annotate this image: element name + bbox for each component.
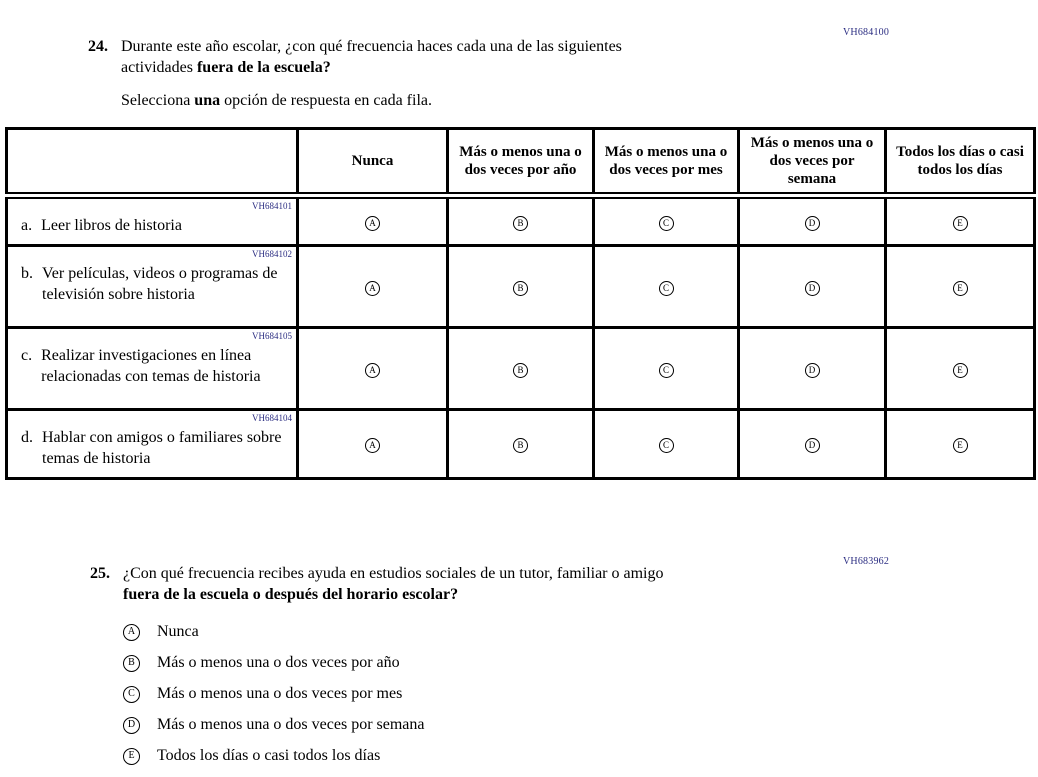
answer-bubble-a-C[interactable]: C: [659, 216, 674, 231]
option-e-bubble[interactable]: E: [123, 748, 140, 765]
row-d-item-code: VH684104: [252, 413, 292, 423]
row-a-cell-C: [594, 196, 739, 246]
row-b-cell-C: [594, 246, 739, 328]
header-todos-los-dias: Todos los días o casi todos los días: [886, 129, 1035, 196]
row-c-cell-A: [298, 328, 448, 410]
row-d-cell-C: [594, 410, 739, 479]
option-b-label: Más o menos una o dos veces por año: [157, 654, 400, 671]
answer-bubble-d-A[interactable]: A: [365, 438, 380, 453]
row-d-label: [8, 424, 296, 477]
option-d-label: Más o menos una o dos veces por semana: [157, 716, 425, 733]
row-d-stem-cell: [7, 410, 298, 479]
row-b-cell-D: [739, 246, 886, 328]
answer-bubble-a-E[interactable]: E: [953, 216, 968, 231]
question-24-number: 24.: [88, 38, 108, 55]
answer-bubble-d-C[interactable]: C: [659, 438, 674, 453]
matrix-row-a: [7, 196, 1035, 246]
matrix-row-b: [7, 246, 1035, 328]
answer-bubble-b-A[interactable]: A: [365, 281, 380, 296]
answer-bubble-c-D[interactable]: D: [805, 363, 820, 378]
header-por-ano: Más o menos una o dos veces por año: [448, 129, 594, 196]
instruction-bold: una: [194, 92, 221, 109]
option-c[interactable]: [123, 684, 664, 704]
option-d[interactable]: [123, 715, 664, 735]
q24-response-matrix: [5, 127, 1036, 480]
row-b-item-code: VH684102: [252, 249, 292, 259]
q25-item-code: VH683962: [843, 556, 890, 567]
matrix-row-d: [7, 410, 1035, 479]
instruction-post: opción de respuesta en cada fila.: [220, 92, 432, 109]
header-nunca: Nunca: [298, 129, 448, 196]
answer-bubble-d-B[interactable]: B: [513, 438, 528, 453]
answer-bubble-b-E[interactable]: E: [953, 281, 968, 296]
option-c-label: Más o menos una o dos veces por mes: [157, 685, 403, 702]
header-blank: [7, 129, 298, 196]
matrix-header-row: [7, 129, 1035, 196]
row-b-cell-B: [448, 246, 594, 328]
answer-bubble-b-D[interactable]: D: [805, 281, 820, 296]
answer-bubble-c-A[interactable]: A: [365, 363, 380, 378]
question-25-options: [123, 622, 664, 766]
row-b-label: [8, 260, 296, 313]
row-c-letter: c.: [21, 347, 33, 364]
row-b-letter: b.: [21, 265, 33, 282]
row-c-item-code: VH684105: [252, 331, 292, 341]
answer-bubble-b-B[interactable]: B: [513, 281, 528, 296]
instruction-pre: Selecciona: [121, 92, 195, 109]
row-b-cell-A: [298, 246, 448, 328]
row-a-stem-cell: [7, 196, 298, 246]
answer-bubble-c-E[interactable]: E: [953, 363, 968, 378]
option-a[interactable]: [123, 622, 664, 642]
option-d-bubble[interactable]: D: [123, 717, 140, 734]
q24-item-code: VH684100: [843, 27, 890, 38]
row-c-cell-B: [448, 328, 594, 410]
answer-bubble-a-A[interactable]: A: [365, 216, 380, 231]
row-a-cell-D: [739, 196, 886, 246]
row-a-cell-E: [886, 196, 1035, 246]
answer-bubble-c-B[interactable]: B: [513, 363, 528, 378]
question-25-text-line1: ¿Con qué frecuencia recibes ayuda en estudios sociales de un tutor, familiar o amigo: [123, 565, 664, 582]
row-c-label: [8, 342, 296, 395]
answer-bubble-a-B[interactable]: B: [513, 216, 528, 231]
row-c-stem-cell: [7, 328, 298, 410]
row-b-text: Ver películas, videos o programas de televisión sobre historia: [42, 265, 278, 303]
option-b[interactable]: [123, 653, 664, 673]
option-a-label: Nunca: [157, 623, 199, 640]
row-a-label: [8, 212, 296, 244]
option-c-bubble[interactable]: C: [123, 686, 140, 703]
row-c-text: Realizar investigaciones en línea relacionadas con temas de historia: [41, 347, 261, 385]
question-25-text-line2: fuera de la escuela o después del horario escolar?: [123, 586, 459, 603]
row-d-letter: d.: [21, 429, 33, 446]
row-b-stem-cell: [7, 246, 298, 328]
option-a-bubble[interactable]: A: [123, 624, 140, 641]
row-b-cell-E: [886, 246, 1035, 328]
answer-bubble-a-D[interactable]: D: [805, 216, 820, 231]
answer-bubble-d-D[interactable]: D: [805, 438, 820, 453]
option-e-label: Todos los días o casi todos los días: [157, 747, 381, 764]
row-c-cell-C: [594, 328, 739, 410]
row-a-item-code: VH684101: [252, 201, 292, 211]
row-d-cell-A: [298, 410, 448, 479]
matrix-row-c: [7, 328, 1035, 410]
option-e[interactable]: [123, 746, 664, 766]
option-b-bubble[interactable]: B: [123, 655, 140, 672]
row-d-cell-B: [448, 410, 594, 479]
row-a-letter: a.: [21, 217, 33, 234]
answer-bubble-b-C[interactable]: C: [659, 281, 674, 296]
question-24-text-line2: [121, 57, 622, 78]
question-24-text-bold: fuera de la escuela?: [196, 59, 331, 76]
answer-bubble-d-E[interactable]: E: [953, 438, 968, 453]
row-d-cell-E: [886, 410, 1035, 479]
row-a-text: Leer libros de historia: [41, 217, 182, 234]
question-25-number: 25.: [90, 565, 110, 582]
question-24-text-line1: Durante este año escolar, ¿con qué frecuencia haces cada una de las siguientes: [121, 38, 622, 55]
header-por-mes: Más o menos una o dos veces por mes: [594, 129, 739, 196]
question-24-text-regular: actividades: [121, 59, 197, 76]
answer-bubble-c-C[interactable]: C: [659, 363, 674, 378]
row-c-cell-D: [739, 328, 886, 410]
row-d-cell-D: [739, 410, 886, 479]
row-a-cell-B: [448, 196, 594, 246]
question-24-instruction: [121, 90, 622, 111]
row-c-cell-E: [886, 328, 1035, 410]
question-24: [88, 36, 768, 111]
header-por-semana: Más o menos una o dos veces por semana: [739, 129, 886, 196]
row-d-text: Hablar con amigos o familiares sobre temas de historia: [42, 429, 282, 467]
question-25: [90, 563, 850, 777]
row-a-cell-A: [298, 196, 448, 246]
